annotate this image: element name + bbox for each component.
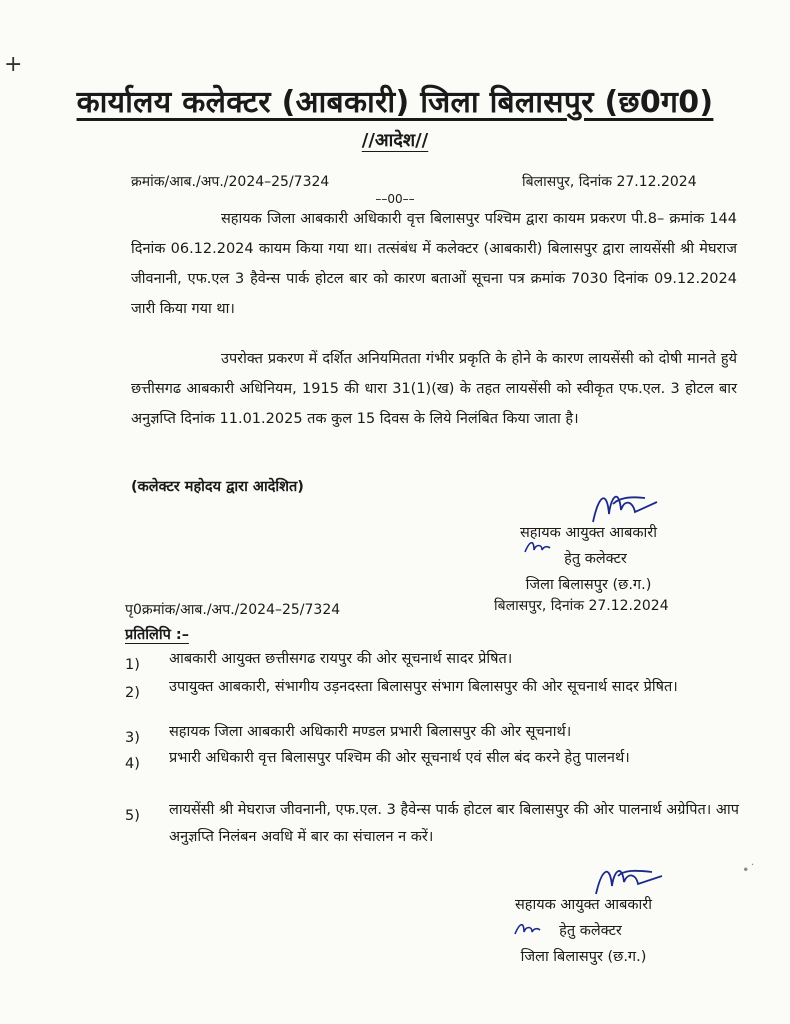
endorsement-number: पृ0क्रमांक/आब./अप./2024–25/7324 [125, 602, 341, 618]
copy-item-number: 3) [125, 730, 140, 746]
signature-block-2 [515, 892, 652, 970]
signature-1-designation: सहायक आयुक्त आबकारी [520, 525, 657, 541]
office-title-text: कार्यालय कलेक्टर (आबकारी) जिला बिलासपुर (छ0ग0) [76, 85, 714, 120]
signature-2-for: हेतु कलेक्टर [559, 923, 622, 939]
copy-item-text: सहायक जिला आबकारी अधिकारी मण्डल प्रभारी बिलासपुर की ओर सूचनार्थ। [169, 724, 572, 740]
signature-2-designation: सहायक आयुक्त आबकारी [515, 897, 652, 913]
endorsement-place-date: बिलासपुर, दिनांक 27.12.2024 [494, 598, 669, 614]
copy-item-text: लायसेंसी श्री मेघराज जीवनानी, एफ.एल. 3 हैवेन्स पार्क होटल बार बिलासपुर की ओर पालनार्थ अग्रेपित। आप अनुज्ञप्ति निलंबन अवधि में बार का संचालन न करें। [169, 802, 739, 845]
signature-1-district: जिला बिलासपुर (छ.ग.) [525, 577, 652, 593]
copy-item-text: आबकारी आयुक्त छत्तीसगढ रायपुर की ओर सूचनार्थ सादर प्रेषित। [169, 651, 513, 667]
office-title [0, 80, 790, 121]
order-heading-text: //आदेश// [361, 130, 429, 151]
copy-item-number: 5) [125, 808, 140, 824]
copy-item-text: प्रभारी अधिकारी वृत्त बिलासपुर पश्चिम की ओर सूचनार्थ एवं सील बंद करने हेतु पालनर्थ। [169, 750, 630, 766]
margin-mark: + [4, 52, 23, 77]
copy-item-number: 4) [125, 756, 140, 772]
paragraph-2-text: उपरोक्त प्रकरण में दर्शित अनियमितता गंभीर प्रकृति के होने के कारण लायसेंसी को दोषी मानते हुये छत्तीसगढ आबकारी अधिनियम, 1915 की धारा 31(1)(ख) के तहत लायसेंसी को स्वीकृत एफ.एल. 3 होटल बार अनुज्ञप्ति दिनांक 11.01.2025 तक कुल 15 दिवस के लिये निलंबित किया जाता है। [131, 351, 737, 427]
order-number: क्रमांक/आब./अप./2024–25/7324 [131, 174, 330, 190]
ordered-by: (कलेक्टर महोदय द्वारा आदेशित) [131, 479, 304, 495]
paper-speck: ∙˙ [742, 862, 756, 876]
copy-item-number: 2) [125, 685, 140, 701]
separator: ––00–– [375, 192, 415, 206]
body-paragraph-2 [131, 344, 737, 434]
copy-item-number: 1) [125, 657, 140, 673]
order-heading [0, 128, 790, 152]
paragraph-1-text: सहायक जिला आबकारी अधिकारी वृत्त बिलासपुर पश्चिम द्वारा कायम प्रकरण पी.8– क्रमांक 144 दिनांक 06.12.2024 कायम किया गया था। तत्संबंध में कलेक्टर (आबकारी) बिलासपुर द्वारा लायसेंसी श्री मेघराज जीवनानी, एफ.एल 3 हैवेन्स पार्क होटल बार को कारण बताओं सूचना पत्र क्रमांक 7030 दिनांक 09.12.2024 जारी किया गया था। [131, 211, 737, 317]
signature-2-district: जिला बिलासपुर (छ.ग.) [520, 949, 647, 965]
signature-1-for: हेतु कलेक्टर [564, 551, 627, 567]
signature-block-1 [520, 520, 657, 598]
copy-to-label: प्रतिलिपि :– [125, 627, 189, 643]
order-place-date: बिलासपुर, दिनांक 27.12.2024 [522, 174, 697, 190]
body-paragraph-1 [131, 204, 737, 324]
copy-item-text: उपायुक्त आबकारी, संभागीय उड़नदस्ता बिलासपुर संभाग बिलासपुर की ओर सूचनार्थ सादर प्रेषित। [169, 679, 678, 695]
